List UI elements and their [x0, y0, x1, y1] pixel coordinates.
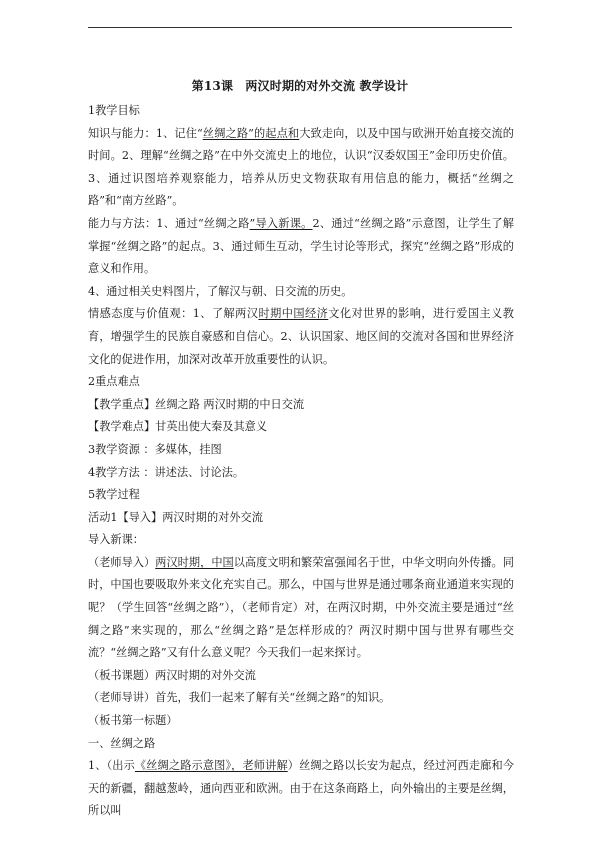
underlined-text: ”导入新课。 [249, 216, 313, 230]
text-run: （老师导入） [88, 555, 156, 569]
paragraph-process [88, 213, 514, 281]
paragraph-difficult-point: 【教学难点】甘英出使大秦及其意义 [88, 420, 268, 434]
text-run: 1、（出示 [88, 759, 135, 773]
paragraph-silk-road [88, 755, 514, 823]
document-body [88, 100, 514, 823]
text-run: ）丝绸之路以长安为起点，经过河西走廊和今天的新疆，翻越葱岭，通向西亚和欧洲。由于在这条商路上，向外输出的主要是丝绸，所以叫 [88, 759, 514, 818]
underlined-text: 时期中国经济 [258, 307, 329, 321]
text-run: 情感态度与价值观：1、了解两汉 [88, 307, 259, 321]
underlined-text: 两汉时期，中国 [155, 555, 234, 569]
document-title: 第13课 两汉时期的对外交流 教学设计 [191, 79, 409, 93]
section-heading-key-points: 2重点难点 [88, 375, 140, 389]
header-rule [88, 27, 512, 28]
underlined-text: 《丝绸之路示意图》，老师讲解 [134, 759, 288, 773]
section-heading-objectives: 1教学目标 [88, 104, 140, 117]
text-run: 2、通过“丝绸之路”示意图，让学生了解掌握“丝绸之路”的起点。3、通过师生互动，学生讨论等形式，探究“丝绸之路”形成的意义和作用。 [88, 216, 514, 276]
heading-silk-road: 一、丝绸之路 [88, 736, 156, 750]
paragraph-activity-1: 活动1【导入】两汉时期的对外交流 [88, 510, 263, 524]
section-heading-process: 5教学过程 [88, 488, 140, 502]
text-run: 知识与能力：1、记住“ [88, 126, 203, 140]
text-run: 文化对世界的影响，进行爱国主义教育，增强学生的民族自豪感和自信心。2、认识国家、地区间的交流对各国和世界经济文化的促进作用，加深对改革开放重要性的认识。 [88, 307, 514, 366]
text-run: 能力与方法：1、通过“丝绸之路 [88, 216, 250, 230]
paragraph-methods: 4教学方法 ：讲述法、讨论法。 [88, 465, 245, 479]
paragraph-key-point: 【教学重点】丝绸之路 两汉时期的中日交流 [88, 397, 305, 411]
paragraph-emotion [88, 303, 514, 371]
paragraph-process-4: 4、通过相关史料图片，了解汉与朝、日交流的历史。 [88, 284, 353, 298]
text-run: 大致走向，以及中国与欧洲开始直接交流的时间。2、理解“丝绸之路”在中外交流史上的地位，认识“汉委奴国王”金印历史价值。3、通过识图培养观察能力，培养从历史文物获取有用信息的能力，概括“丝绸之路”和“南方丝路”。 [88, 126, 514, 208]
text-run: 以高度文明和繁荣富强闻名于世，中华文明向外传播。同时，中国也要吸取外来文化充实自己。那么，中国与世界是通过哪条商业通道来实现的呢？（学生回答“丝绸之路”），（老师肯定）对，在两汉时期，中外交流主要是通过“丝绸之路”来实现的，那么“丝绸之路”是怎样形成的？两汉时期中国与世界有哪些交流？“丝绸之路”又有什么意义呢？今天我们一起来探讨。 [88, 555, 514, 660]
paragraph-knowledge [88, 123, 514, 213]
paragraph-board-first: （板书第一标题） [88, 714, 178, 728]
paragraph-resources: 3教学资源 ：多媒体，挂图 [88, 442, 222, 456]
underlined-text: 丝绸之路”的起点和 [202, 126, 300, 140]
paragraph-board-topic: （板书课题）两汉时期的对外交流 [88, 668, 256, 682]
paragraph-intro-label: 导入新课： [88, 533, 144, 547]
paragraph-teacher-guide: （老师导讲）首先，我们一起来了解有关“丝绸之路”的知识。 [88, 691, 391, 705]
paragraph-teacher-intro [88, 552, 514, 665]
